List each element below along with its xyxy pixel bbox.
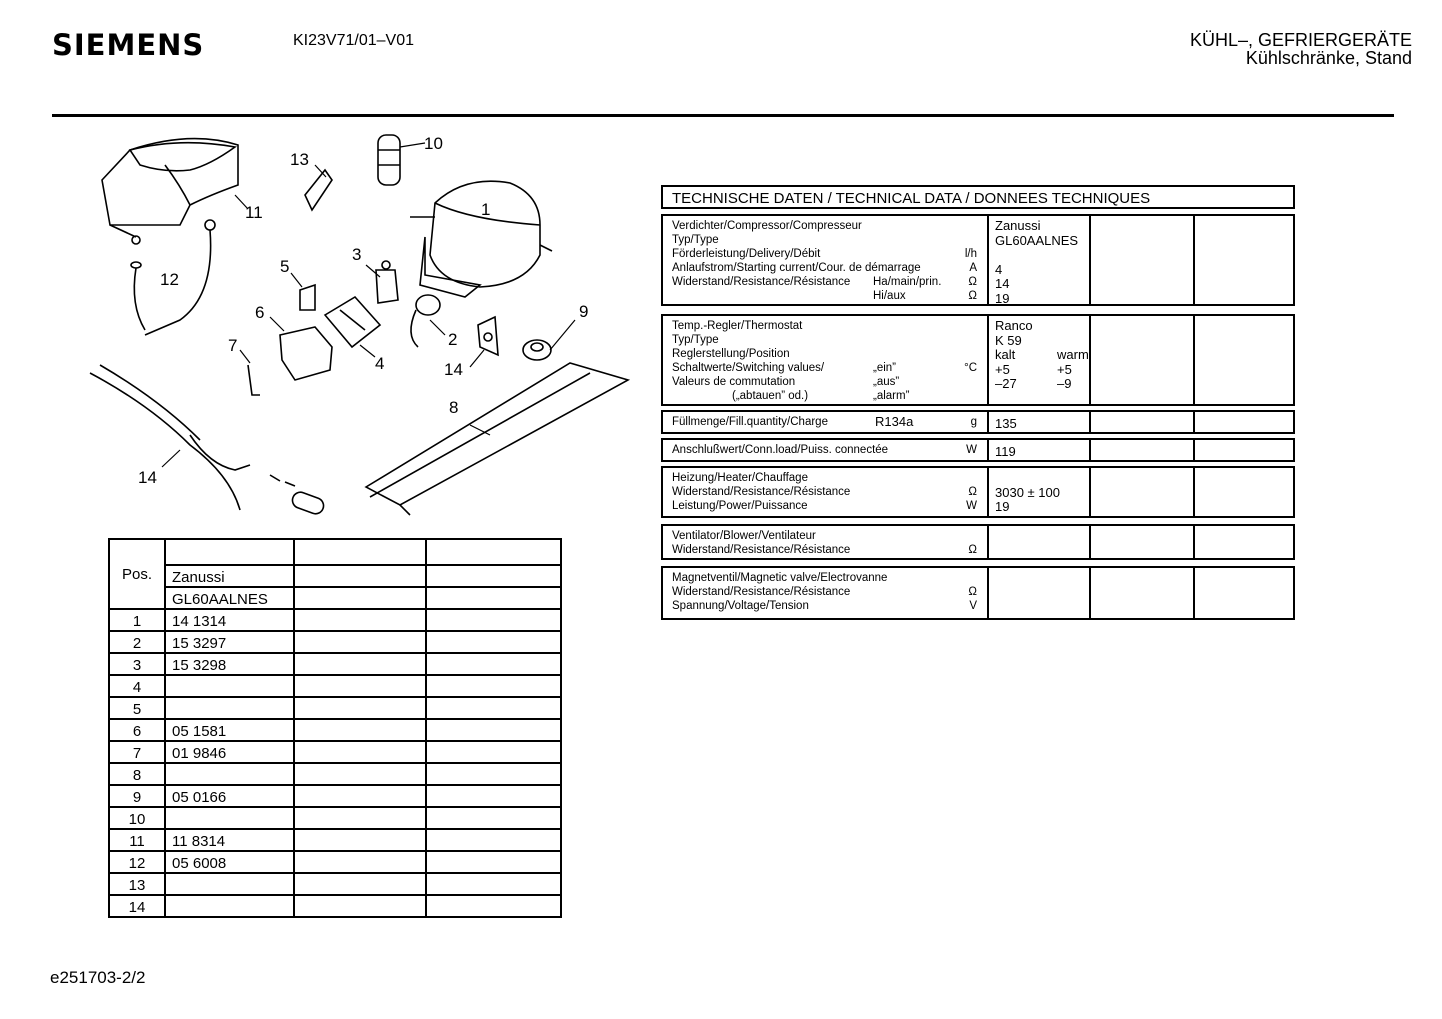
callout-9: 9 [579, 302, 589, 321]
table-row [109, 829, 561, 851]
callout-8: 8 [449, 398, 459, 417]
thermostat-values [989, 316, 1091, 404]
thermostat-section [661, 314, 1295, 406]
label: Widerstand/Resistance/Résistance [672, 486, 851, 498]
pos-cell: 13 [109, 873, 165, 895]
callout-13: 13 [290, 150, 309, 169]
refrigerant: R134a [875, 414, 914, 429]
pos-header: Pos. [109, 539, 165, 609]
empty-column [989, 526, 1091, 558]
charge-labels [663, 412, 989, 432]
type-header: GL60AALNES [165, 587, 294, 609]
empty-cell [426, 763, 561, 785]
empty-column [1091, 526, 1195, 558]
sub-label: Hi/aux [873, 290, 906, 302]
label: Reglerstellung/Position [672, 348, 790, 360]
value: –9 [1057, 376, 1072, 391]
part-number-cell [165, 675, 294, 697]
label: Anlaufstrom/Starting current/Cour. de démarrage [672, 262, 921, 274]
table-row [109, 609, 561, 631]
value: GL60AALNES [995, 232, 1079, 248]
part-grommet [523, 340, 551, 360]
empty-cell [426, 807, 561, 829]
empty-column [1091, 568, 1195, 618]
empty-cell [294, 873, 426, 895]
empty-cell [294, 719, 426, 741]
value: 3030 ± 100 [995, 484, 1060, 500]
part-evaporator-tray [102, 139, 238, 244]
value: kalt [995, 347, 1016, 362]
label: Widerstand/Resistance/Résistance [672, 586, 851, 598]
empty-cell [426, 675, 561, 697]
unit: W [966, 500, 977, 512]
table-row [109, 697, 561, 719]
table-row [109, 785, 561, 807]
pos-cell: 11 [109, 829, 165, 851]
header-cell [294, 587, 426, 609]
table-row [109, 895, 561, 917]
empty-column [1195, 526, 1295, 558]
empty-cell [426, 609, 561, 631]
value: Ranco [995, 318, 1033, 333]
value: 4 [995, 261, 1003, 277]
unit: Ω [968, 290, 977, 302]
part-number-cell: 14 1314 [165, 609, 294, 631]
callout-11: 11 [245, 203, 263, 222]
unit: l/h [964, 248, 977, 260]
empty-cell [294, 675, 426, 697]
label: Füllmenge/Fill.quantity/Charge [672, 416, 828, 428]
empty-column [1091, 440, 1195, 460]
unit: Ω [968, 544, 977, 556]
empty-cell [294, 895, 426, 917]
empty-cell [294, 653, 426, 675]
callout-6: 6 [255, 303, 265, 322]
callout-4: 4 [375, 354, 385, 373]
label: („abtauen” od.) [732, 390, 809, 402]
part-number-cell [165, 873, 294, 895]
label: Magnetventil/Magnetic valve/Electrovanne [672, 572, 888, 584]
unit: g [970, 416, 977, 428]
header-divider [52, 114, 1394, 117]
empty-column [989, 568, 1091, 618]
part-starter [280, 327, 332, 380]
pos-cell: 1 [109, 609, 165, 631]
heater-values [989, 468, 1091, 516]
brand-logo: SIEMENS [52, 28, 205, 62]
part-number-cell: 05 6008 [165, 851, 294, 873]
unit: °C [964, 362, 977, 374]
empty-column [1091, 216, 1195, 304]
part-number-cell: 11 8314 [165, 829, 294, 851]
value: Zanussi [995, 218, 1041, 233]
charge-section [661, 410, 1295, 434]
label: Heizung/Heater/Chauffage [672, 472, 808, 484]
empty-cell [426, 741, 561, 763]
empty-column [1195, 468, 1295, 516]
pos-cell: 3 [109, 653, 165, 675]
table-row [109, 653, 561, 675]
table-row [109, 741, 561, 763]
manufacturer-header: Zanussi [165, 565, 294, 587]
document-code: e251703-2/2 [50, 968, 146, 987]
part-number-cell [165, 807, 294, 829]
category-title: KÜHL–, GEFRIERGERÄTE [1189, 30, 1412, 50]
label: Widerstand/Resistance/Résistance [672, 544, 851, 556]
empty-cell [426, 785, 561, 807]
empty-column [1195, 316, 1295, 404]
sub-label: „ein” [873, 362, 897, 374]
empty-cell [426, 895, 561, 917]
connected-load-labels [663, 440, 989, 460]
callout-2: 2 [448, 330, 458, 349]
header-cell [294, 565, 426, 587]
part-wire-clip [248, 365, 260, 395]
part-clip [305, 170, 332, 210]
blower-labels [663, 526, 989, 558]
table-row [109, 719, 561, 741]
value: +5 [995, 361, 1010, 377]
empty-column [1195, 412, 1295, 432]
parts-list-table [108, 538, 562, 918]
value: warm [1057, 347, 1089, 362]
empty-cell [426, 631, 561, 653]
category-subtitle: Kühlschränke, Stand [1245, 48, 1412, 68]
compressor-labels [663, 216, 989, 304]
empty-column [1195, 440, 1295, 460]
empty-cell [294, 829, 426, 851]
empty-cell [426, 851, 561, 873]
label: Spannung/Voltage/Tension [672, 600, 809, 612]
part-number-cell [165, 895, 294, 917]
empty-cell [426, 697, 561, 719]
part-number-cell: 01 9846 [165, 741, 294, 763]
value: +5 [1057, 361, 1072, 377]
label: Temp.-Regler/Thermostat [672, 320, 803, 332]
empty-column [1195, 568, 1295, 618]
callout-7: 7 [228, 336, 238, 355]
part-cable-harness [90, 365, 326, 516]
label: Typ/Type [672, 334, 719, 346]
header-cell [165, 539, 294, 565]
unit: Ω [968, 586, 977, 598]
header-cell [426, 587, 561, 609]
part-number-cell: 05 1581 [165, 719, 294, 741]
pos-cell: 10 [109, 807, 165, 829]
part-compressor [410, 181, 552, 297]
blower-section [661, 524, 1295, 560]
empty-cell [294, 851, 426, 873]
label: Anschlußwert/Conn.load/Puiss. connectée [672, 444, 889, 456]
valve-labels [663, 568, 989, 618]
part-number-cell: 15 3297 [165, 631, 294, 653]
value: K 59 [995, 332, 1022, 348]
pos-cell: 5 [109, 697, 165, 719]
callout-12: 12 [160, 270, 179, 289]
part-rail [366, 363, 628, 515]
part-bracket [300, 285, 315, 310]
part-number-cell: 05 0166 [165, 785, 294, 807]
empty-cell [294, 631, 426, 653]
label: Schaltwerte/Switching values/ [672, 362, 825, 374]
label: Verdichter/Compressor/Compresseur [672, 220, 862, 232]
callout-5: 5 [280, 257, 290, 276]
pos-cell: 9 [109, 785, 165, 807]
compressor-values [989, 216, 1091, 304]
label: Leistung/Power/Puissance [672, 500, 808, 512]
part-number-cell [165, 763, 294, 785]
heater-labels [663, 468, 989, 516]
connected-load-value: 119 [989, 440, 1091, 460]
value: 19 [995, 290, 1010, 306]
heater-section [661, 466, 1295, 518]
empty-cell [426, 653, 561, 675]
unit: A [969, 262, 977, 274]
unit: Ω [968, 276, 977, 288]
pos-cell: 12 [109, 851, 165, 873]
label: Widerstand/Resistance/Résistance [672, 276, 851, 288]
part-relay [325, 297, 380, 347]
label: Typ/Type [672, 234, 719, 246]
unit: Ω [968, 486, 977, 498]
value: 14 [995, 276, 1010, 291]
part-sensor [376, 261, 398, 303]
empty-cell [426, 719, 561, 741]
unit: V [969, 600, 977, 612]
empty-column [1091, 468, 1195, 516]
part-plate [478, 317, 498, 355]
compressor-section [661, 214, 1295, 306]
empty-cell [294, 785, 426, 807]
part-capacitor [378, 135, 400, 185]
pos-cell: 2 [109, 631, 165, 653]
empty-cell [294, 763, 426, 785]
table-row [109, 873, 561, 895]
empty-column [1091, 412, 1195, 432]
pos-cell: 14 [109, 895, 165, 917]
callout-14-harness: 14 [138, 468, 157, 487]
value: –27 [995, 376, 1017, 391]
part-overload [411, 295, 440, 347]
value: 19 [995, 499, 1010, 514]
label: Förderleistung/Delivery/Débit [672, 248, 821, 260]
sub-label: „aus” [873, 376, 900, 388]
part-number-cell [165, 697, 294, 719]
table-row [109, 807, 561, 829]
empty-cell [294, 697, 426, 719]
connected-load-section [661, 438, 1295, 462]
table-row [109, 851, 561, 873]
label: Ventilator/Blower/Ventilateur [672, 530, 816, 542]
unit: W [966, 444, 977, 456]
charge-value: 135 [989, 412, 1091, 432]
table-row [109, 631, 561, 653]
pos-cell: 6 [109, 719, 165, 741]
header-cell [426, 539, 561, 565]
callout-1: 1 [481, 200, 491, 219]
empty-cell [426, 829, 561, 851]
thermostat-labels [663, 316, 989, 404]
magnetic-valve-section [661, 566, 1295, 620]
callout-14-plate: 14 [444, 360, 463, 379]
callout-3: 3 [352, 245, 362, 264]
table-row [109, 763, 561, 785]
callout-10: 10 [424, 134, 443, 153]
sub-label: „alarm” [873, 390, 910, 402]
empty-cell [294, 741, 426, 763]
technical-data-title: TECHNISCHE DATEN / TECHNICAL DATA / DONNEES TECHNIQUES [661, 185, 1295, 209]
pos-cell: 4 [109, 675, 165, 697]
sub-label: Ha/main/prin. [873, 276, 942, 288]
callout-leaders [162, 143, 575, 467]
empty-cell [294, 807, 426, 829]
model-number: KI23V71/01–V01 [293, 32, 414, 49]
empty-column [1091, 316, 1195, 404]
header-cell [426, 565, 561, 587]
empty-column [1195, 216, 1295, 304]
pos-cell: 8 [109, 763, 165, 785]
header-cell [294, 539, 426, 565]
empty-cell [294, 609, 426, 631]
part-number-cell: 15 3298 [165, 653, 294, 675]
label: Valeurs de commutation [672, 376, 796, 388]
table-row [109, 675, 561, 697]
pos-cell: 7 [109, 741, 165, 763]
empty-cell [426, 873, 561, 895]
